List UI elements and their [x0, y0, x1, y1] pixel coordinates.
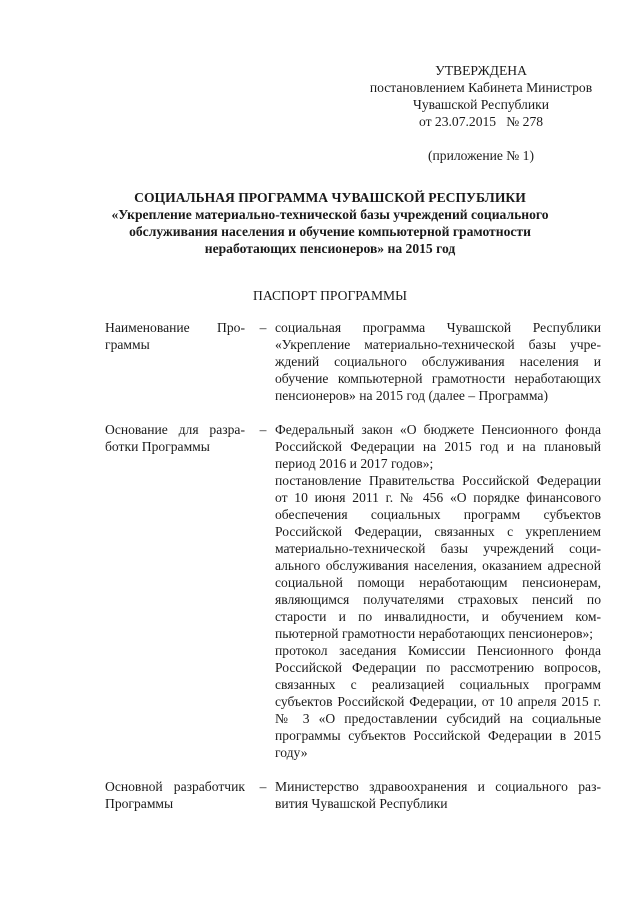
row-label: Основание для разработки Программы — [105, 422, 245, 454]
passport-row-developer — [105, 778, 601, 812]
row-value — [275, 421, 601, 761]
document-title — [60, 189, 600, 257]
row-label: Наименование Программы — [105, 320, 245, 352]
title-line: «Укрепление материально-технической базы учреждений социального — [111, 207, 549, 222]
approval-line: УТВЕРЖДЕНА — [435, 63, 527, 78]
value-paragraph: Федеральный закон «О бюджете Пенсионного фонда Российской Федерации на 2015 год и на плановый период 2016 и 2017 годов»; — [275, 422, 601, 471]
value-paragraph: постановление Правительства Российской Федерации от 10 июня 2011 г. № 456 «О порядке финансового обеспечения социальных программ субъектов Российской Федерации, связанных с укреплением материально-технической базы учреждений социального обслуживания населения, оказанием адресной социальной помощи неработающим пенсионерам, являющимся получателями страховых пенсий по старости и по инвалидности, и обучением компьютерной грамотности неработающих пенсионеров»; — [275, 473, 601, 641]
approval-stamp — [356, 62, 606, 164]
title-line: СОЦИАЛЬНАЯ ПРОГРАММА ЧУВАШСКОЙ РЕСПУБЛИКИ — [134, 190, 526, 205]
row-dash: – — [259, 320, 267, 335]
row-dash: – — [259, 422, 267, 437]
passport-table — [105, 319, 601, 829]
approval-date-number: от 23.07.2015 № 278 — [418, 114, 544, 129]
value-paragraph: Министерство здравоохранения и социального развития Чувашской Республики — [275, 779, 601, 811]
row-value — [275, 319, 601, 404]
approval-line: Чувашской Республики — [413, 97, 549, 112]
value-paragraph: протокол заседания Комиссии Пенсионного фонда Российской Федерации по рассмотрению вопросов, связанных с реализацией социальных программ субъектов Российской Федерации, от 10 апреля 2015 г. № 3 «О предоставлении субсидий на социальные программы субъектов Российской Федерации в 2015 году» — [275, 643, 601, 760]
row-value — [275, 778, 601, 812]
row-dash: – — [259, 779, 267, 794]
title-line: обслуживания населения и обучение компьютерной грамотности — [129, 224, 531, 239]
passport-row-name — [105, 319, 601, 404]
title-line: неработающих пенсионеров» на 2015 год — [204, 241, 456, 256]
approval-line: постановлением Кабинета Министров — [369, 80, 593, 95]
passport-heading: ПАСПОРТ ПРОГРАММЫ — [253, 288, 407, 303]
passport-row-basis — [105, 421, 601, 761]
value-paragraph: социальная программа Чувашской Республики «Укрепление материально-технической базы учреждений социального обслуживания населения и обучение компьютерной грамотности неработающих пенсионеров» на 2015 год (далее – Программа) — [275, 320, 601, 403]
row-label: Основной разработчик Программы — [105, 779, 245, 811]
appendix-note: (приложение № 1) — [427, 148, 535, 163]
